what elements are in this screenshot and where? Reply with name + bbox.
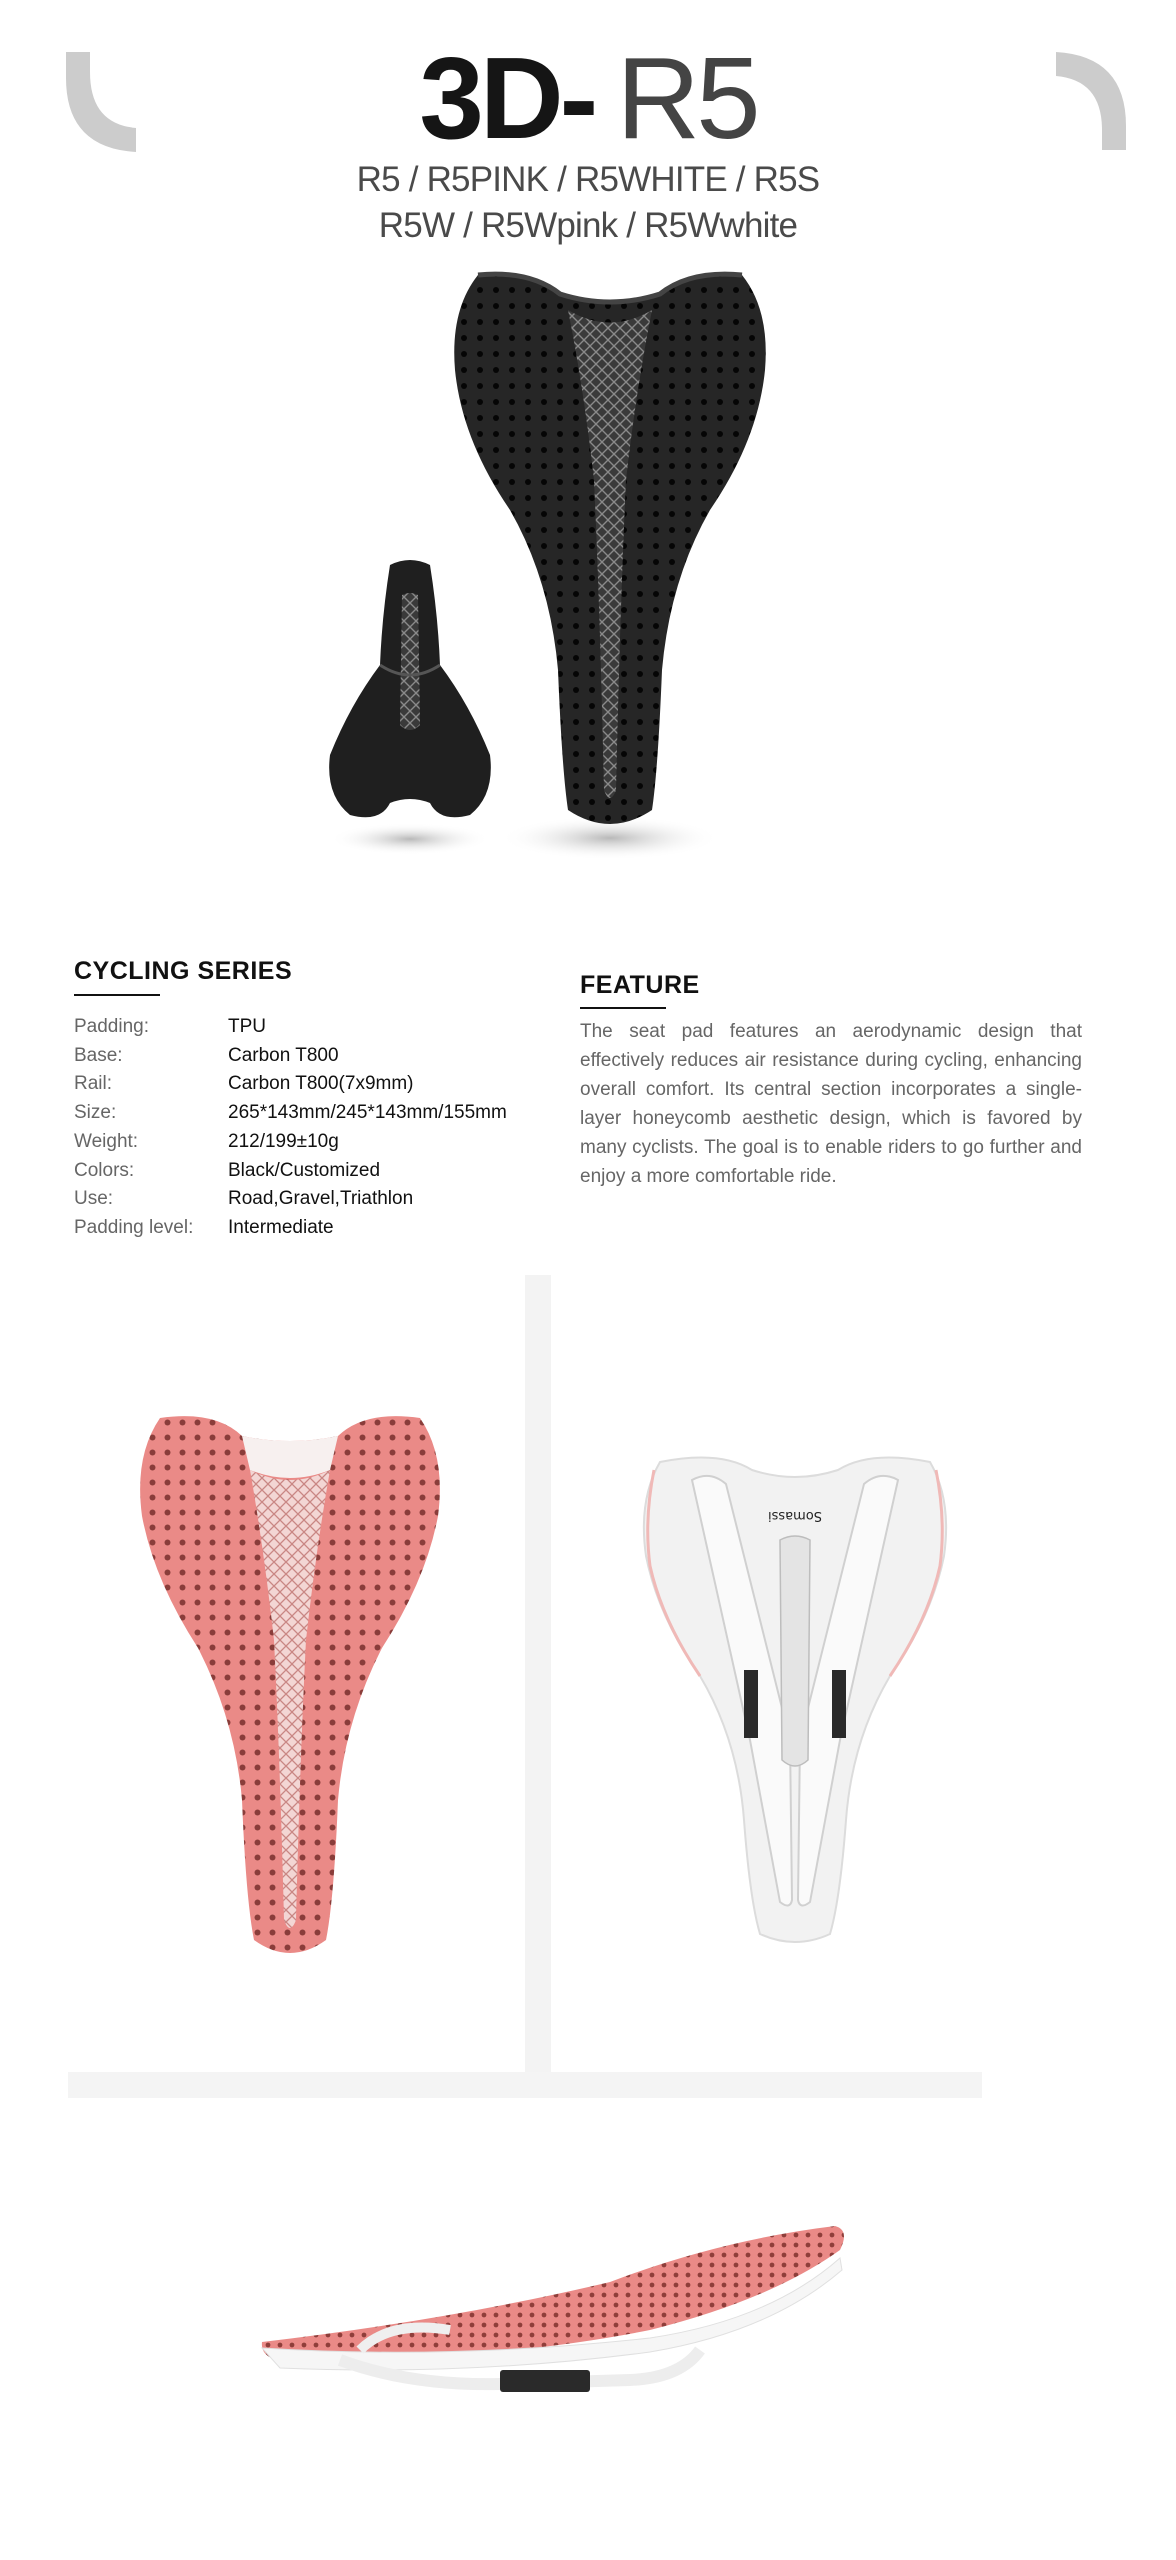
title-model: R5: [616, 33, 757, 163]
product-title: [0, 33, 1176, 163]
spec-label: Size:: [74, 1102, 117, 1124]
feature-heading-underline: [580, 1007, 666, 1009]
white-saddle-bottom-image: [640, 1440, 950, 1960]
spec-label: Base:: [74, 1044, 123, 1066]
specs-heading: CYCLING SERIES: [74, 957, 293, 985]
pink-saddle-top-image: [130, 1400, 450, 1980]
spec-label: Rail:: [74, 1073, 113, 1095]
spec-value: TPU: [228, 1016, 266, 1037]
spec-value: Black/Customized: [228, 1159, 381, 1181]
spec-value: Intermediate: [228, 1216, 334, 1238]
feature-heading: FEATURE: [580, 971, 700, 999]
black-saddle-front-image: [320, 555, 500, 865]
spec-label: Padding:: [74, 1016, 150, 1037]
gallery-divider-vertical: [525, 1275, 551, 2081]
feature-description: The seat pad features an aerodynamic design that effectively reduces air resistance during cycling, enhancing overall comfort. Its central section incorporates a single-layer honeycomb aesthetic design, which is favored by many cyclists. The goal is to enable riders to go further and enjoy a more comfortable ride.: [580, 1021, 1082, 1187]
saddle-brand-mark: Somassi: [768, 1508, 822, 1523]
spec-label: Weight:: [74, 1130, 139, 1152]
spec-label: Padding level:: [74, 1216, 194, 1238]
spec-value: 212/199±10g: [228, 1130, 339, 1152]
gallery-divider-horizontal: [68, 2072, 982, 2098]
variants-line-2: R5W / R5Wpink / R5Wwhite: [378, 206, 798, 245]
spec-label: Colors:: [74, 1159, 135, 1181]
spec-value: Carbon T800(7x9mm): [228, 1073, 414, 1095]
specs-heading-underline: [74, 994, 160, 996]
pink-saddle-side-image: [250, 2210, 850, 2400]
spec-value: Carbon T800: [228, 1044, 339, 1066]
title-prefix: 3D-: [419, 33, 595, 163]
spec-value: 265*143mm/245*143mm/155mm: [228, 1102, 507, 1124]
spec-label: Use:: [74, 1188, 114, 1210]
spec-value: Road,Gravel,Triathlon: [228, 1188, 414, 1210]
variants-line-1: R5 / R5PINK / R5WHITE / R5S: [356, 160, 820, 199]
